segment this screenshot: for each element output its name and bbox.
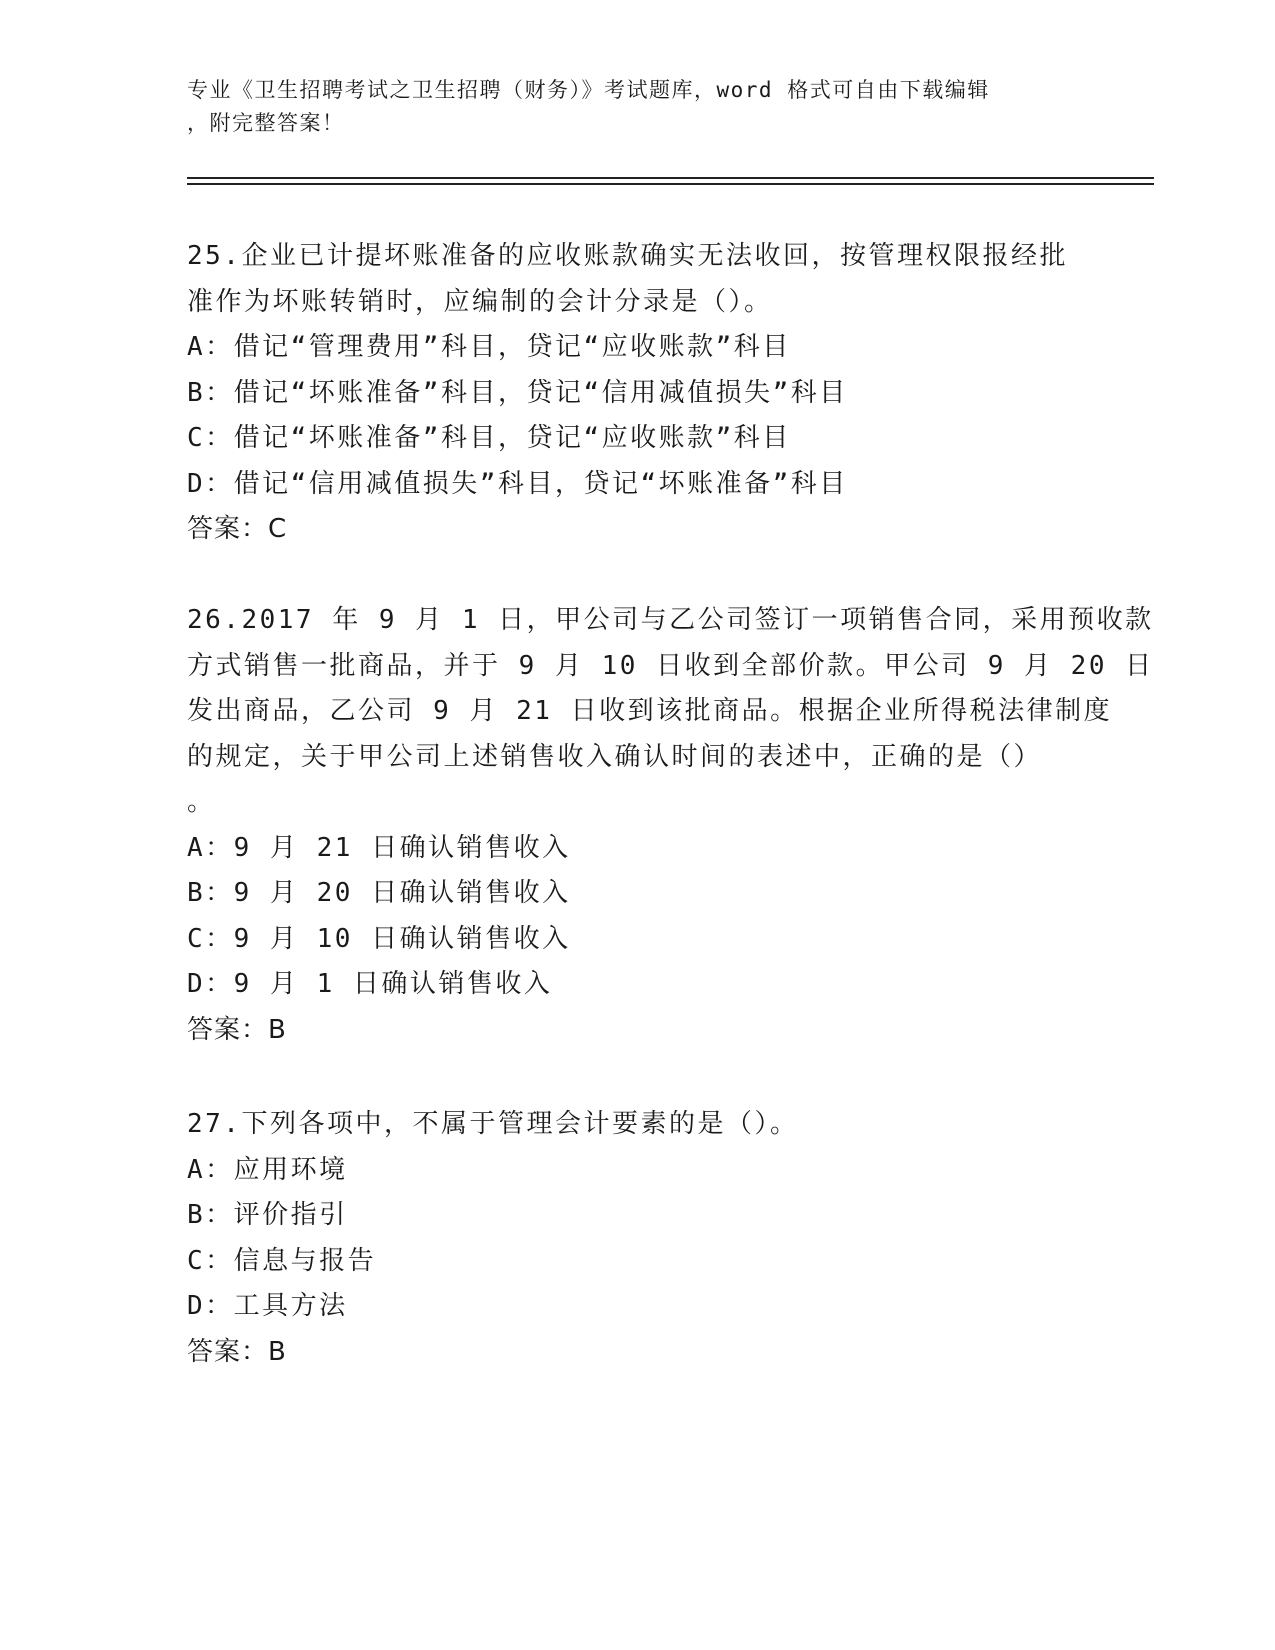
header-line-2: ，附完整答案！	[187, 111, 345, 135]
answer-line: 答案：C	[187, 514, 288, 544]
question-text-line: 。	[187, 787, 216, 817]
document-header	[187, 74, 1067, 140]
option-d: D：借记“信用减值损失”科目，贷记“坏账准备”科目	[187, 468, 848, 499]
option-b: B：借记“坏账准备”科目，贷记“信用减值损失”科目	[187, 377, 848, 408]
option-d: D：9 月 1 日确认销售收入	[187, 969, 553, 999]
option-a: A：9 月 21 日确认销售收入	[187, 832, 571, 863]
option-c: C：9 月 10 日确认销售收入	[187, 923, 571, 954]
option-a: A：借记“管理费用”科目，贷记“应收账款”科目	[187, 332, 791, 362]
option-c: C：信息与报告	[187, 1245, 377, 1276]
question-26	[187, 598, 1154, 1053]
option-d: D：工具方法	[187, 1291, 348, 1321]
question-text-line: 25.企业已计提坏账准备的应收账款确实无法收回，按管理权限报经批	[187, 241, 1068, 271]
question-text-line: 27.下列各项中，不属于管理会计要素的是（）。	[187, 1109, 799, 1139]
question-27	[187, 1102, 1087, 1375]
option-a: A：应用环境	[187, 1154, 348, 1185]
question-text-line: 方式销售一批商品，并于 9 月 10 日收到全部价款。甲公司 9 月 20 日	[187, 650, 1154, 681]
header-divider-top	[187, 177, 1154, 179]
question-text-line: 26.2017 年 9 月 1 日，甲公司与乙公司签订一项销售合同，采用预收款	[187, 605, 1154, 635]
question-text-line: 的规定，关于甲公司上述销售收入确认时间的表述中，正确的是（）	[187, 741, 1043, 772]
option-b: B：9 月 20 日确认销售收入	[187, 878, 571, 908]
header-line-1: 专业《卫生招聘考试之卫生招聘（财务）》考试题库，word 格式可自由下载编辑	[187, 78, 990, 102]
option-c: C：借记“坏账准备”科目，贷记“应收账款”科目	[187, 423, 791, 453]
question-25	[187, 234, 1087, 553]
question-text-line: 准作为坏账转销时，应编制的会计分录是（）。	[187, 286, 773, 317]
answer-line: 答案：B	[187, 1014, 287, 1045]
header-divider-bottom	[187, 183, 1154, 185]
option-b: B：评价指引	[187, 1200, 348, 1230]
question-text-line: 发出商品，乙公司 9 月 21 日收到该批商品。根据企业所得税法律制度	[187, 696, 1113, 726]
answer-line: 答案：B	[187, 1336, 287, 1367]
